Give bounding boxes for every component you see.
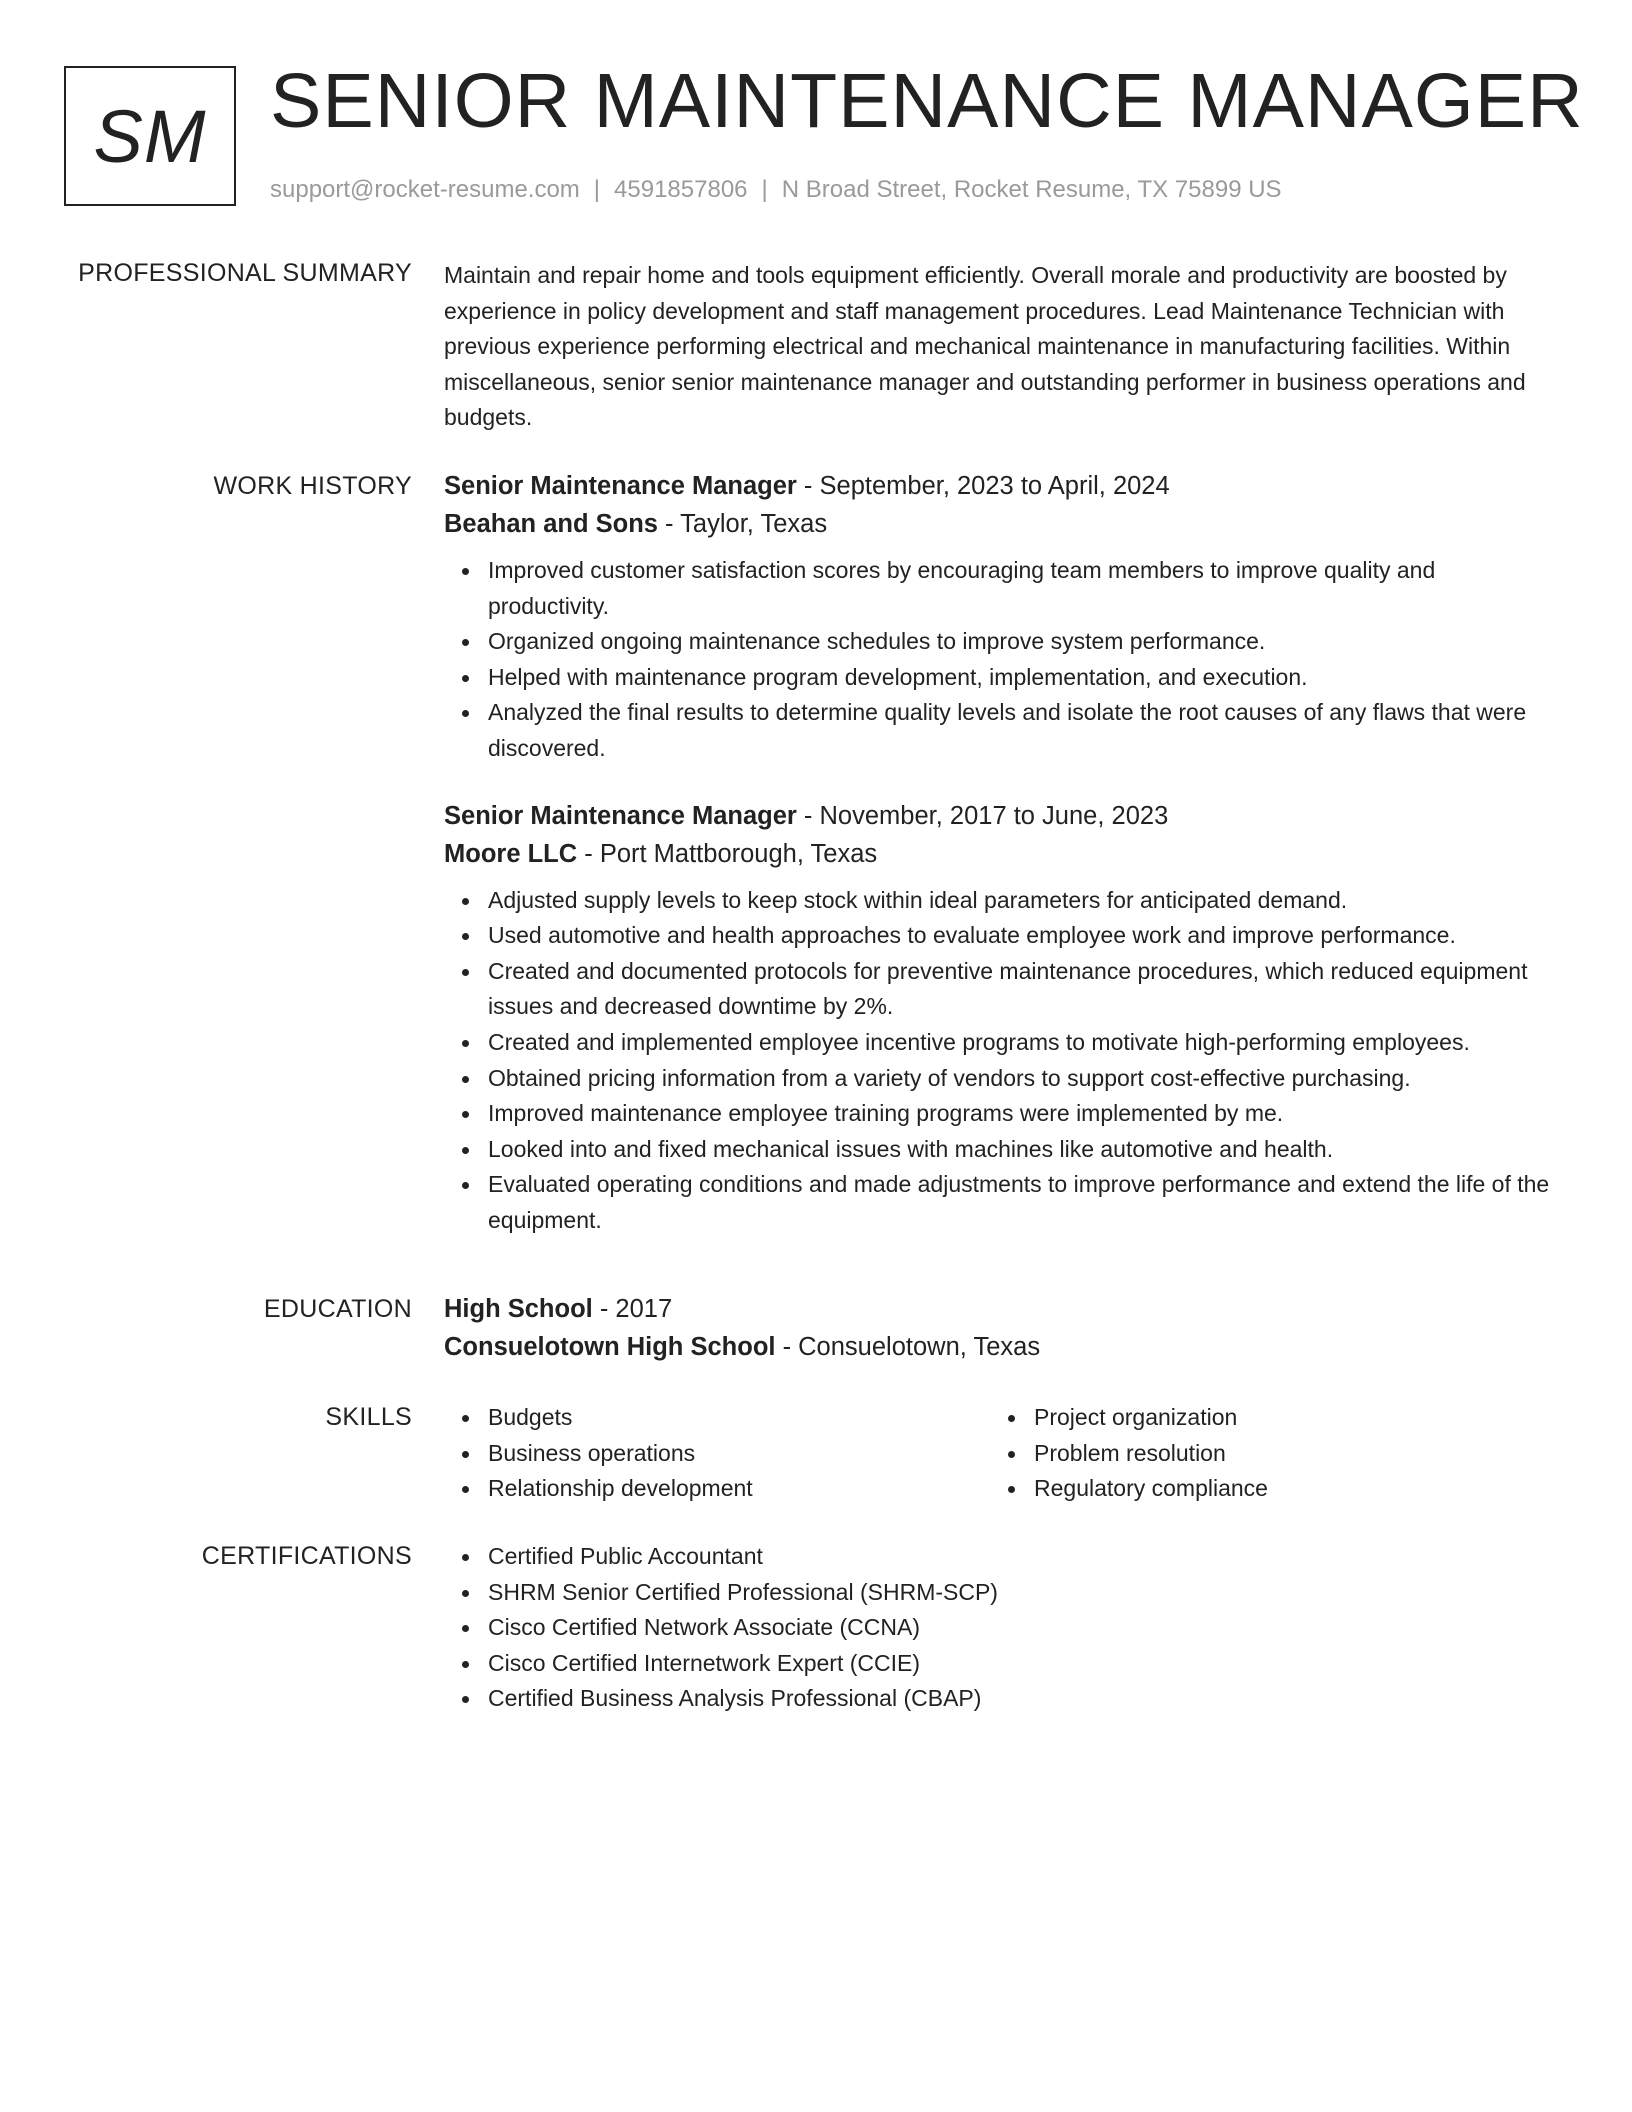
monogram-logo: SM bbox=[64, 66, 236, 206]
list-item: Budgets bbox=[488, 1400, 990, 1436]
list-item: Improved maintenance employee training programs were implemented by me. bbox=[488, 1096, 1554, 1132]
education-school: Consuelotown High School bbox=[444, 1333, 776, 1361]
job-title-line bbox=[444, 797, 1554, 835]
job-title-line bbox=[444, 467, 1554, 505]
skills-list bbox=[990, 1400, 1536, 1507]
job-dates: - September, 2023 to April, 2024 bbox=[796, 472, 1170, 500]
summary-text: Maintain and repair home and tools equipment efficiently. Overall morale and productivity are boosted by experience in policy development and staff management procedures. Lead Maintenance Technician with previous experience performing electrical and mechanical maintenance in manufacturing facilities. Within miscellaneous, senior senior maintenance manager and outstanding performer in business operations and budgets. bbox=[444, 262, 1526, 431]
list-item: Created and documented protocols for preventive maintenance procedures, which reduced equipment issues and decreased downtime by 2%. bbox=[488, 954, 1554, 1025]
list-item: Cisco Certified Internetwork Expert (CCIE) bbox=[488, 1646, 1554, 1682]
job-company: Beahan and Sons bbox=[444, 510, 658, 538]
section-heading-certifications: CERTIFICATIONS bbox=[201, 1542, 412, 1570]
contact-separator: | bbox=[761, 176, 768, 203]
list-item: SHRM Senior Certified Professional (SHRM-SCP) bbox=[488, 1575, 1554, 1611]
contact-phone: 4591857806 bbox=[614, 176, 748, 203]
job-company: Moore LLC bbox=[444, 839, 578, 868]
certifications-list bbox=[444, 1539, 1554, 1717]
list-item: Evaluated operating conditions and made adjustments to improve performance and extend the life of the equipment. bbox=[488, 1167, 1554, 1238]
list-item: Regulatory compliance bbox=[1034, 1471, 1536, 1507]
education-degree: High School bbox=[444, 1295, 593, 1323]
job-location: - Port Mattborough, Texas bbox=[577, 839, 878, 868]
list-item: Created and implemented employee incentive programs to motivate high-performing employees. bbox=[488, 1025, 1554, 1061]
list-item: Certified Business Analysis Professional (CBAP) bbox=[488, 1681, 1554, 1717]
job-title: Senior Maintenance Manager bbox=[444, 801, 797, 830]
list-item: Used automotive and health approaches to evaluate employee work and improve performance. bbox=[488, 918, 1554, 954]
job-bullets bbox=[444, 553, 1554, 767]
list-item: Helped with maintenance program development, implementation, and execution. bbox=[488, 660, 1554, 696]
list-item: Certified Public Accountant bbox=[488, 1539, 1554, 1575]
contact-line bbox=[270, 174, 1282, 206]
list-item: Problem resolution bbox=[1034, 1436, 1536, 1472]
job-entry bbox=[444, 797, 1554, 1239]
resume-title: SENIOR MAINTENANCE MANAGER bbox=[270, 58, 1584, 144]
job-company-line bbox=[444, 505, 1554, 543]
education-school-line bbox=[444, 1328, 1554, 1366]
list-item: Improved customer satisfaction scores by encouraging team members to improve quality and productivity. bbox=[488, 553, 1554, 624]
list-item: Adjusted supply levels to keep stock within ideal parameters for anticipated demand. bbox=[488, 883, 1554, 919]
education-location: - Consuelotown, Texas bbox=[775, 1333, 1041, 1361]
section-heading-skills: SKILLS bbox=[325, 1403, 412, 1431]
job-entry bbox=[444, 467, 1554, 767]
section-heading-education: EDUCATION bbox=[263, 1295, 412, 1323]
job-title: Senior Maintenance Manager bbox=[444, 472, 797, 500]
skills-list bbox=[444, 1400, 990, 1507]
list-item: Analyzed the final results to determine quality levels and isolate the root causes of any flaws that were discovered. bbox=[488, 695, 1554, 766]
contact-separator: | bbox=[593, 176, 601, 203]
contact-address: N Broad Street, Rocket Resume, TX 75899 US bbox=[781, 176, 1282, 203]
list-item: Relationship development bbox=[488, 1471, 990, 1507]
job-location: - Taylor, Texas bbox=[657, 510, 828, 538]
list-item: Organized ongoing maintenance schedules to improve system performance. bbox=[488, 624, 1554, 660]
job-bullets bbox=[444, 883, 1554, 1239]
education-degree-line bbox=[444, 1290, 1554, 1328]
skills-column-left bbox=[444, 1400, 990, 1507]
list-item: Project organization bbox=[1034, 1400, 1536, 1436]
contact-email: support@rocket-resume.com bbox=[270, 176, 580, 203]
job-company-line bbox=[444, 835, 1554, 873]
list-item: Cisco Certified Network Associate (CCNA) bbox=[488, 1610, 1554, 1646]
skills-grid bbox=[444, 1400, 1554, 1507]
list-item: Business operations bbox=[488, 1436, 990, 1472]
section-heading-summary: PROFESSIONAL SUMMARY bbox=[78, 259, 412, 287]
section-heading-work-history: WORK HISTORY bbox=[213, 472, 412, 500]
job-dates: - November, 2017 to June, 2023 bbox=[796, 801, 1169, 830]
education-year: - 2017 bbox=[592, 1295, 673, 1323]
skills-column-right bbox=[990, 1400, 1536, 1507]
list-item: Looked into and fixed mechanical issues with machines like automotive and health. bbox=[488, 1132, 1554, 1168]
list-item: Obtained pricing information from a variety of vendors to support cost-effective purchasing. bbox=[488, 1061, 1554, 1097]
